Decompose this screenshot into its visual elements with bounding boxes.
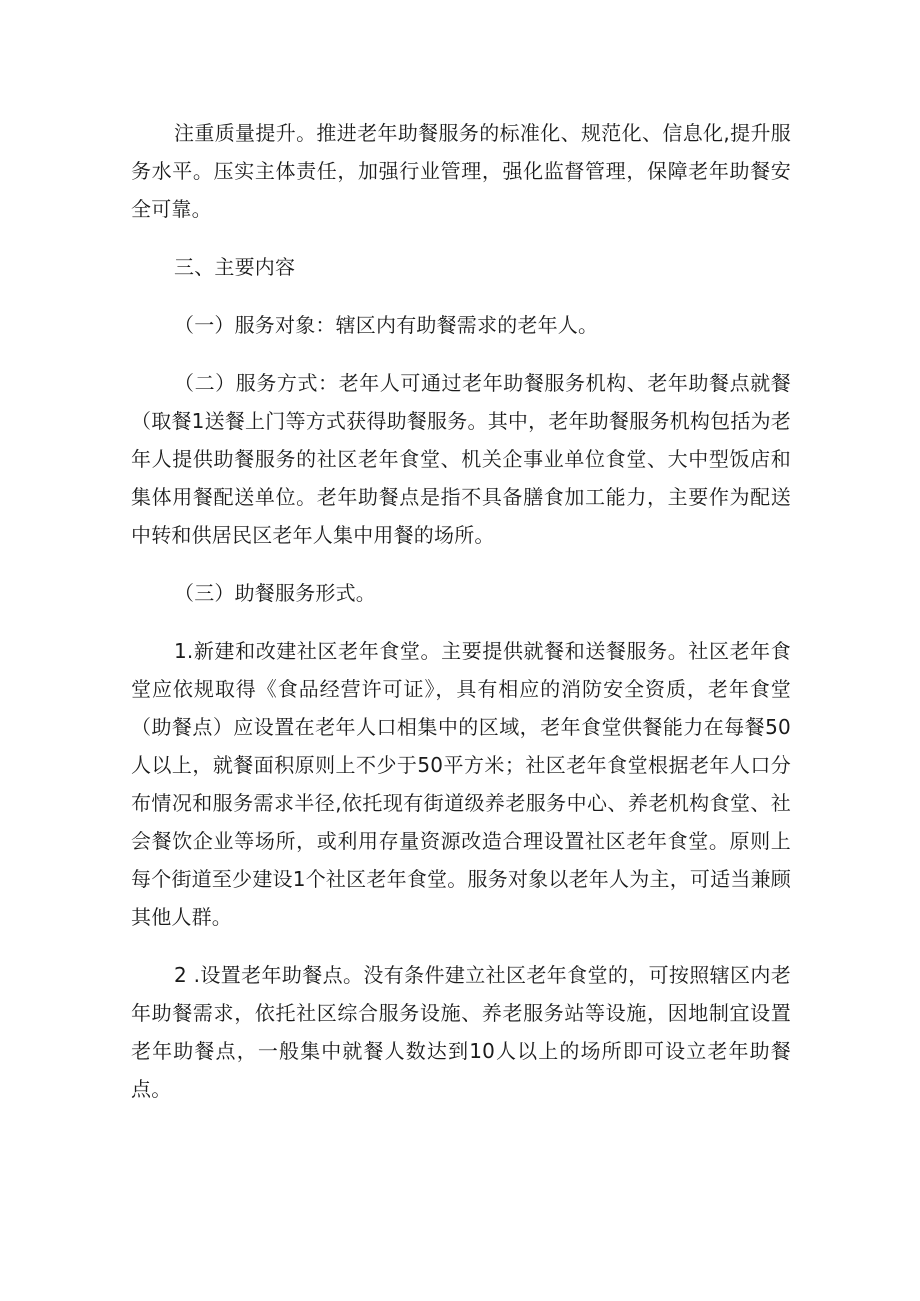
paragraph-spacer (131, 286, 791, 306)
paragraph-service-target: （一）服务对象：辖区内有助餐需求的老年人。 (174, 313, 599, 337)
paragraph-meal-assistance-point: 2 .设置老年助餐点。没有条件建立社区老年食堂的，可按照辖区内老年助餐需求，依托社区综合服务设施、养老服务站等设施，因地制宜设置老年助餐点，一般集中就餐人数达到10人以上的场所即可设立老年助餐点。 (131, 963, 791, 1101)
section-heading-main-content: 三、主要内容 (174, 255, 296, 279)
paragraph-spacer (131, 228, 791, 248)
paragraph-community-canteen: 1.新建和改建社区老年食堂。主要提供就餐和送餐服务。社区老年食堂应依规取得《食品经营许可证》，具有相应的消防安全资质，老年食堂（助餐点）应设置在老年人口相集中的区域，老年食堂供餐能力在每餐50人以上，就餐面积原则上不少于50平方米；社区老年食堂根据老年人口分布情况和服务需求半径,依托现有街道级养老服务中心、养老机构食堂、社会餐饮企业等场所，或利用存量资源改造合理设置社区老年食堂。原则上每个街道至少建设1个社区老年食堂。服务对象以老年人为主，可适当兼顾其他人群。 (131, 639, 791, 929)
paragraph-service-form-heading: （三）助餐服务形式。 (174, 581, 376, 605)
paragraph-quality-improvement: 注重质量提升。推进老年助餐服务的标准化、规范化、信息化,提升服务水平。压实主体责任，加强行业管理，强化监督管理，保障老年助餐安全可靠。 (131, 121, 791, 221)
paragraph-spacer (131, 344, 791, 364)
paragraph-spacer (131, 612, 791, 632)
paragraph-service-method: （二）服务方式：老年人可通过老年助餐服务机构、老年助餐点就餐（取餐1送餐上门等方式获得助餐服务。其中，老年助餐服务机构包括为老年人提供助餐服务的社区老年食堂、机关企事业单位食堂、大中型饭店和集体用餐配送单位。老年助餐点是指不具备膳食加工能力，主要作为配送中转和供居民区老年人集中用餐的场所。 (131, 371, 791, 547)
document-body (131, 114, 791, 1108)
paragraph-spacer (131, 554, 791, 574)
paragraph-spacer (131, 936, 791, 956)
